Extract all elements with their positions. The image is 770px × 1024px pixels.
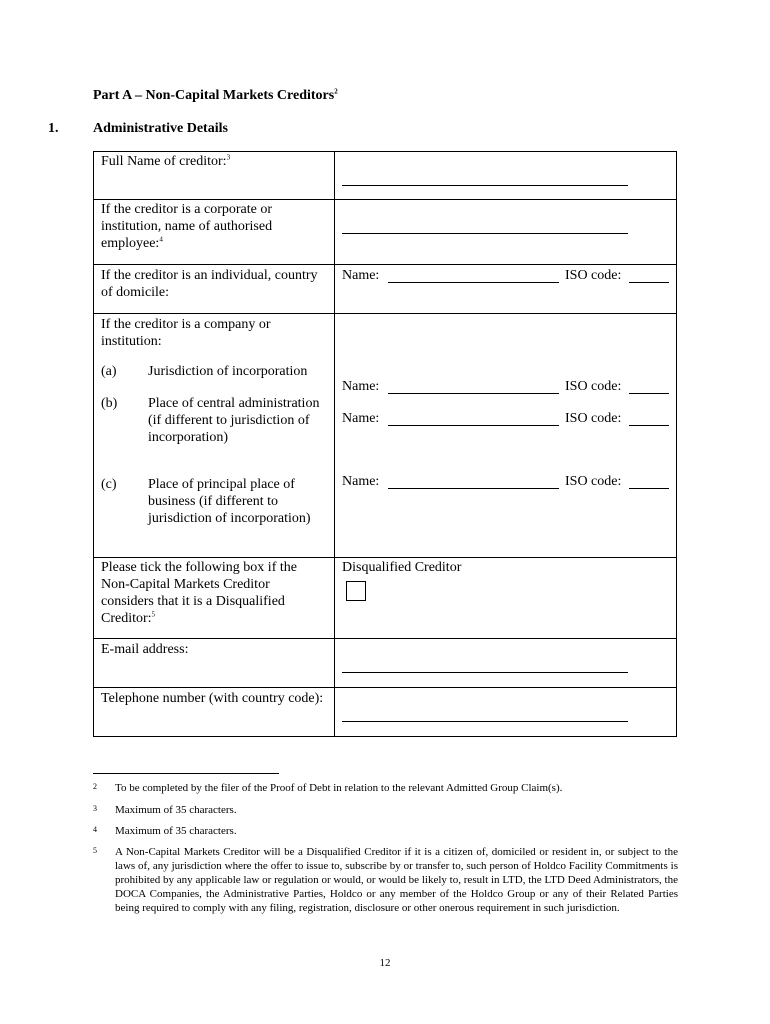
part-heading: Part A – Non-Capital Markets Creditors$^2$ — [93, 87, 338, 103]
footnote-ref-5: 5 — [151, 610, 156, 619]
footnote-ref-4: 4 — [159, 235, 163, 244]
incorporation-name-field[interactable] — [388, 393, 559, 394]
footnote-text: Maximum of 35 characters. — [115, 825, 237, 837]
footnote-ref-2: 2 — [334, 87, 338, 96]
incorporation-name-label: Name: — [342, 379, 380, 394]
telephone-label: Telephone number (with country code): — [101, 691, 324, 706]
section-number: 1. — [48, 121, 59, 136]
incorporation-iso-label: ISO code: — [565, 379, 622, 394]
business-iso-label: ISO code: — [565, 474, 622, 489]
email-label: E-mail address: — [101, 642, 189, 657]
central-administration-label: Place of central administration (if different to jurisdiction of incorporation) — [148, 396, 320, 445]
footnote-text: To be completed by the filer of the Proof of Debt in relation to the relevant Admitted Group Claim(s). — [115, 782, 563, 794]
full-name-field[interactable] — [342, 185, 628, 186]
item-c-marker: (c) — [101, 477, 117, 492]
footnote-text: Maximum of 35 characters. — [115, 804, 237, 816]
individual-domicile-label: If the creditor is an individual, country of domicile: — [101, 268, 318, 300]
business-name-field[interactable] — [388, 488, 559, 489]
domicile-iso-field[interactable] — [629, 282, 669, 283]
domicile-name-field[interactable] — [388, 282, 559, 283]
business-name-label: Name: — [342, 474, 380, 489]
page-number: 12 — [379, 957, 391, 969]
item-b-marker: (b) — [101, 396, 118, 411]
footnote-separator — [93, 773, 279, 774]
telephone-field[interactable] — [342, 721, 628, 722]
footnote-number: 3 — [93, 804, 97, 813]
company-label: If the creditor is a company or institution: — [101, 317, 271, 349]
footnote-ref-3: 3 — [226, 153, 231, 162]
administration-iso-field[interactable] — [629, 425, 669, 426]
domicile-iso-label: ISO code: — [565, 268, 622, 283]
full-name-label: Full Name of creditor:$^3$ — [101, 153, 231, 169]
disqualified-label: Please tick the following box if the Non-Capital Markets Creditor considers that it is a Disqualified Creditor:$^5$ — [101, 560, 297, 626]
business-iso-field[interactable] — [629, 488, 669, 489]
authorised-employee-field[interactable] — [342, 233, 628, 234]
domicile-name-label: Name: — [342, 268, 380, 283]
authorised-employee-label: If the creditor is a corporate or institution, name of authorised employee:$^4$ — [101, 202, 273, 251]
email-field[interactable] — [342, 672, 628, 673]
item-a-marker: (a) — [101, 364, 117, 379]
administration-iso-label: ISO code: — [565, 411, 622, 426]
administration-name-field[interactable] — [388, 425, 559, 426]
footnote-number: 5 — [93, 846, 97, 855]
incorporation-iso-field[interactable] — [629, 393, 669, 394]
footnote-number: 4 — [93, 825, 97, 834]
administration-name-label: Name: — [342, 411, 380, 426]
section-title: Administrative Details — [93, 121, 228, 136]
footnote-number: 2 — [93, 782, 97, 791]
jurisdiction-incorporation-label: Jurisdiction of incorporation — [148, 364, 308, 379]
principal-business-label: Place of principal place of business (if different to jurisdiction of incorporation) — [148, 477, 311, 526]
disqualified-creditor-caption: Disqualified Creditor — [342, 560, 462, 575]
footnote-text: A Non-Capital Markets Creditor will be a Disqualified Creditor if it is a citizen of, domiciled or resident in, or subject to the laws of, any jurisdiction where the offer to issue to, subscribe by or transfer to, such person of Holdco Facility Commitments is prohibited by any applicable law or regulation or would, or would be likely to, result in LTD, the LTD Deed Administrators, the DOCA Companies, the Administrative Parties, Holdco or any member of the Holdco Group or any of their Related Parties being required to comply with any filing, registration, disclosure or other onerous requirement in such jurisdiction. — [115, 846, 678, 914]
disqualified-creditor-checkbox[interactable] — [346, 581, 366, 601]
